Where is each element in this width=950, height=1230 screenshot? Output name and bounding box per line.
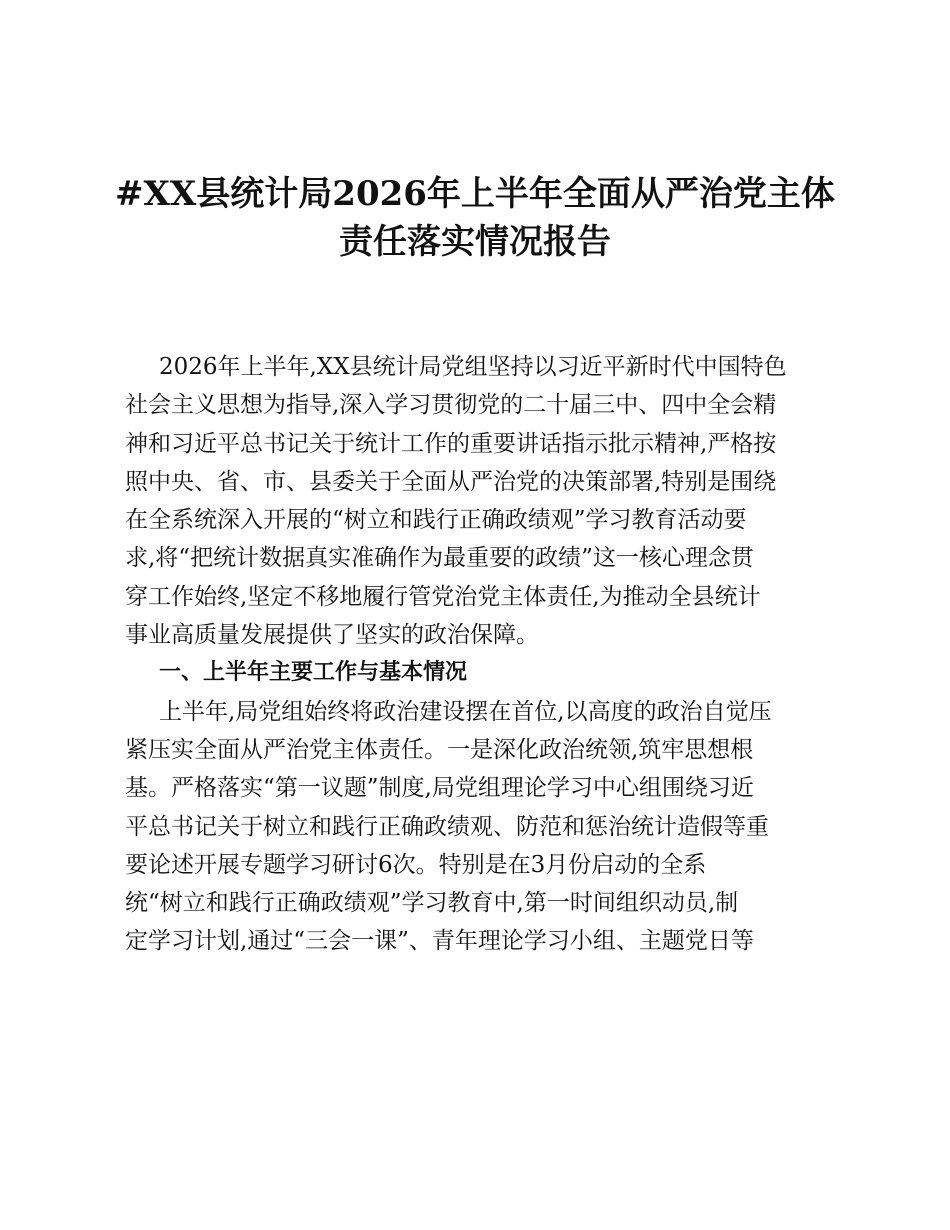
paragraph-line: 要论述开展专题学习研讨6次。特别是在3月份启动的全系 [125,851,707,878]
document-body [125,348,830,961]
paragraph-line: 紧压实全面从严治党主体责任。一是深化政治统领,筑牢思想根 [125,736,754,763]
paragraph-line: 求,将“把统计数据真实准确作为最重要的政绩”这一核心理念贯 [125,545,754,572]
title-line-2: 责任落实情况报告 [339,222,611,262]
paragraph-line: 基。严格落实“第一议题”制度,局党组理论学习中心组围绕习近 [125,775,754,802]
document-title [100,170,850,266]
paragraph-line: 神和习近平总书记关于统计工作的重要讲话指示批示精神,严格按 [125,430,777,457]
paragraph-line: 穿工作始终,坚定不移地履行管党治党主体责任,为推动全县统计 [125,583,761,610]
paragraph-line: 照中央、省、市、县委关于全面从严治党的决策部署,特别是围绕 [125,468,777,495]
paragraph-line: 2026年上半年,XX县统计局党组坚持以习近平新时代中国特色 [159,354,787,380]
title-line-1: #XX县统计局2026年上半年全面从严治党主体 [115,174,835,214]
paragraph-line: 事业高质量发展提供了坚实的政治保障。 [125,622,539,649]
paragraph-line: 社会主义思想为指导,深入学习贯彻党的二十届三中、四中全会精 [125,392,777,419]
paragraph-line: 上半年,局党组始终将政治建设摆在首位,以高度的政治自觉压 [159,698,772,725]
paragraph-line: 在全系统深入开展的“树立和践行正确政绩观”学习教育活动要 [125,507,747,534]
paragraph-line: 定学习计划,通过“三会一课”、青年理论学习小组、主题党日等 [125,928,754,955]
section-heading: 一、上半年主要工作与基本情况 [159,660,468,686]
paragraph-line: 统“树立和践行正确政绩观”学习教育中,第一时间组织动员,制 [125,890,739,917]
paragraph-line: 平总书记关于树立和践行正确政绩观、防范和惩治统计造假等重 [125,813,769,840]
